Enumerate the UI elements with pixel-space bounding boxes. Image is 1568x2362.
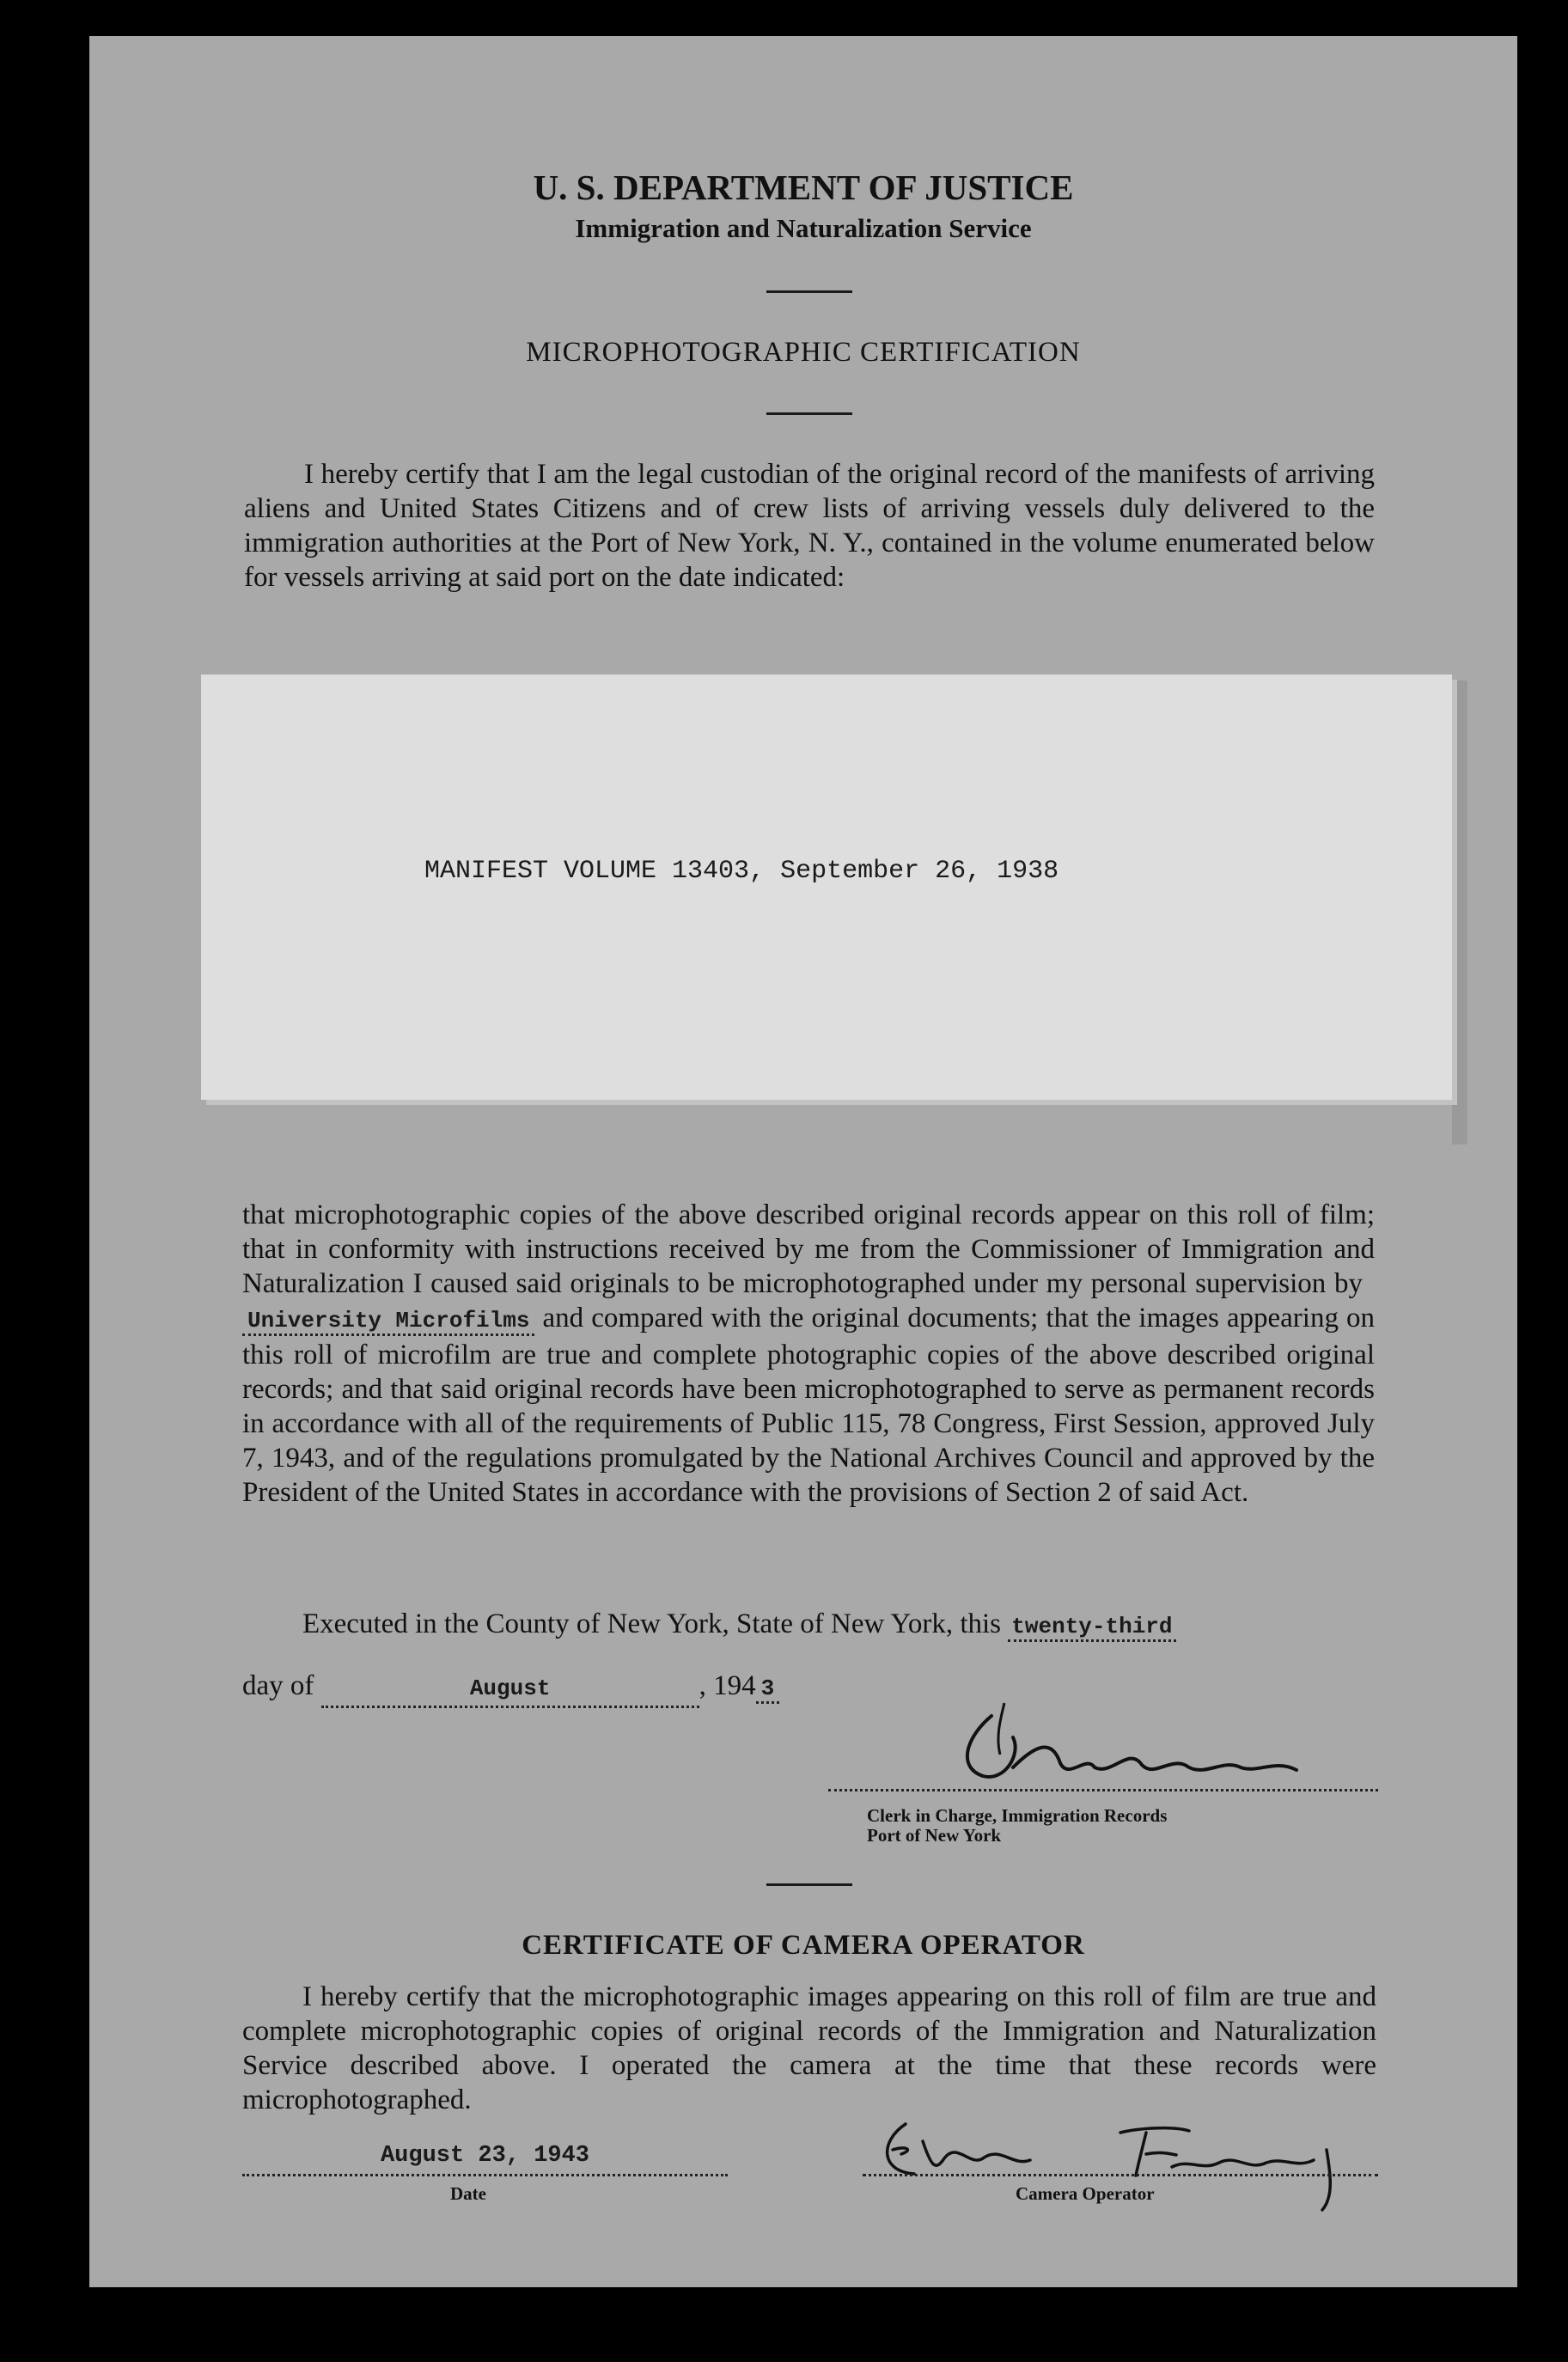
- certification-body-part1: that microphotographic copies of the above described original records appear on this roll of film; that in conformity with instructions received by me from the Commissioner of Immigration and Naturalization I caused said originals to be microphotographed under my personal supervision by: [242, 1199, 1375, 1299]
- custodian-statement: I hereby certify that I am the legal custodian of the original record of the manifests of arriving aliens and United States Citizens and of crew lists of arriving vessels duly delivered to the immigration authorities at the Port of New York, N. Y., contained in the volume enumerated below for vessels arriving at said port on the date indicated:: [244, 459, 1375, 593]
- month-field: August: [321, 1671, 699, 1708]
- certification-body: [242, 1198, 1375, 1510]
- clerk-signature: [828, 1686, 1378, 1806]
- executed-line: [302, 1607, 1376, 1644]
- operator-date-value: August 23, 1943: [380, 2143, 590, 2169]
- certificate-sheet: [89, 36, 1517, 2287]
- service-subheading: Immigration and Naturalization Service: [575, 213, 1032, 243]
- operator-date-line: [242, 2174, 728, 2176]
- clerk-signature-line: [828, 1789, 1378, 1791]
- clerk-title-line2: Port of New York: [867, 1825, 1002, 1846]
- divider-rule: [766, 1883, 852, 1886]
- department-heading: U. S. DEPARTMENT OF JUSTICE: [533, 168, 1074, 207]
- form-title: MICROPHOTOGRAPHIC CERTIFICATION: [526, 337, 1081, 368]
- executed-text: Executed in the County of New York, State of New York, this: [302, 1608, 1002, 1639]
- manifest-volume-entry: MANIFEST VOLUME 13403, September 26, 1938: [424, 857, 1059, 886]
- operator-label: Camera Operator: [1016, 2183, 1155, 2204]
- clerk-title-line1: Clerk in Charge, Immigration Records: [867, 1805, 1168, 1826]
- certification-body-part2: and compared with the original documents; that the images appearing on this roll of microfilm are true and complete photographic copies of the above described original records; and that said original records have been microphotographed to serve as permanent records in accordance with all of the requirements of Public 115, 78 Congress, First Session, approved July 7, 1943, and of the regulations promulgated by the National Archives Council and approved by the President of the United States in accordance with the provisions of Section 2 of said Act.: [242, 1303, 1376, 1508]
- volume-slip: [201, 674, 1452, 1100]
- camera-operator-statement: I hereby certify that the microphotographic images appearing on this roll of film are true and complete microphotographic copies of original records of the Immigration and Naturalization Service described above. I operated the camera at the time that these records were microphotographed.: [242, 1981, 1376, 2115]
- operator-date-label: Date: [450, 2183, 486, 2204]
- year-suffix-field: 3: [756, 1675, 780, 1704]
- operator-signature-line: [863, 2174, 1378, 2176]
- executed-day-field: twenty-third: [1008, 1614, 1175, 1642]
- day-of-label: day of: [242, 1670, 314, 1701]
- year-prefix: 194: [713, 1670, 756, 1701]
- divider-rule: [766, 290, 852, 293]
- camera-operator-title: CERTIFICATE OF CAMERA OPERATOR: [522, 1930, 1085, 1961]
- divider-rule: [766, 412, 852, 415]
- supervisor-field: University Microfilms: [242, 1308, 534, 1336]
- day-of-line: day of August , 194 3: [242, 1669, 779, 1708]
- slip-shadow-edge: [1452, 681, 1467, 1144]
